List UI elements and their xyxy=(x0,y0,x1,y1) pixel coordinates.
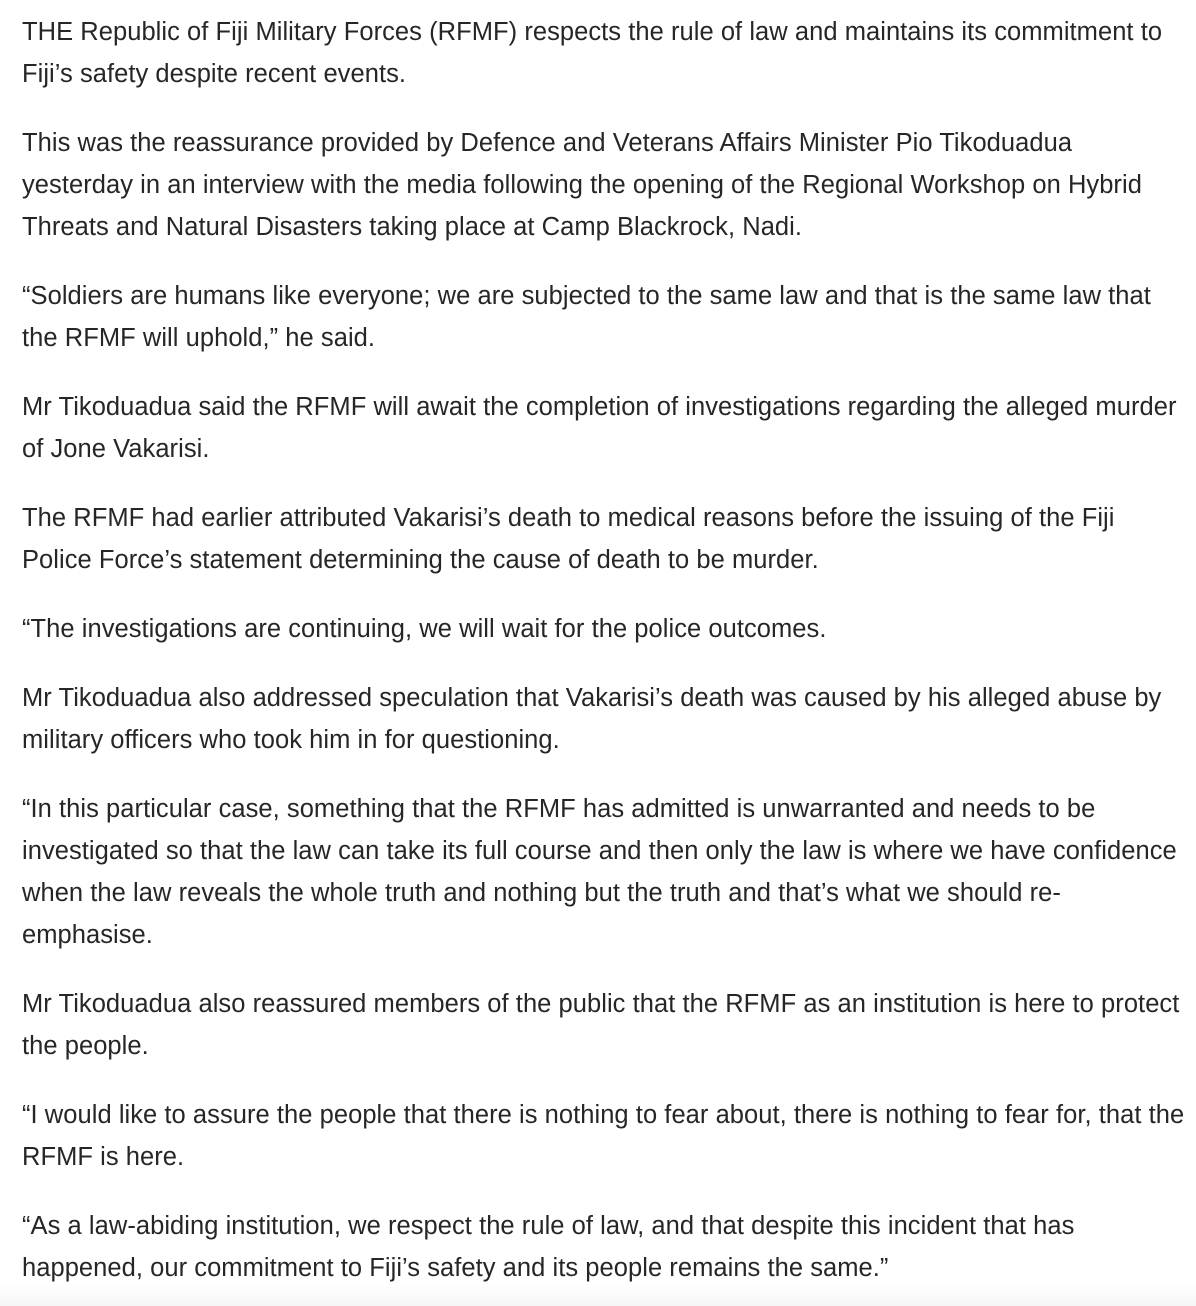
article-paragraph: “Soldiers are humans like everyone; we are subjected to the same law and that is the same law that the RFMF will uphold,” he said. xyxy=(22,282,1151,352)
article-paragraph: Mr Tikoduadua also reassured members of the public that the RFMF as an institution is here to protect the people. xyxy=(22,990,1180,1060)
article-paragraph: “The investigations are continuing, we will wait for the police outcomes. xyxy=(22,615,827,643)
article-paragraph: This was the reassurance provided by Defence and Veterans Affairs Minister Pio Tikoduadua yesterday in an interview with the media following the opening of the Regional Workshop on Hybrid Threats and Natural Disasters taking place at Camp Blackrock, Nadi. xyxy=(22,129,1142,241)
article-paragraph: “I would like to assure the people that there is nothing to fear about, there is nothing to fear for, that the RFMF is here. xyxy=(22,1101,1185,1171)
article-paragraph: “In this particular case, something that the RFMF has admitted is unwarranted and needs to be investigated so that the law can take its full course and then only the law is where we have confidence when the law reveals the whole truth and nothing but the truth and that’s what we should re-emphasise. xyxy=(22,795,1177,949)
article-paragraph: THE Republic of Fiji Military Forces (RFMF) respects the rule of law and maintains its commitment to Fiji’s safety despite recent events. xyxy=(22,18,1163,88)
article-paragraph: “As a law-abiding institution, we respect the rule of law, and that despite this incident that has happened, our commitment to Fiji’s safety and its people remains the same.” xyxy=(22,1212,1075,1282)
article-paragraph: Mr Tikoduadua said the RFMF will await the completion of investigations regarding the alleged murder of Jone Vakarisi. xyxy=(22,393,1177,463)
article-paragraph: The RFMF had earlier attributed Vakarisi’s death to medical reasons before the issuing of the Fiji Police Force’s statement determining the cause of death to be murder. xyxy=(22,504,1115,574)
article-body xyxy=(22,11,1188,1289)
article-paragraph: Mr Tikoduadua also addressed speculation that Vakarisi’s death was caused by his alleged abuse by military officers who took him in for questioning. xyxy=(22,684,1162,754)
